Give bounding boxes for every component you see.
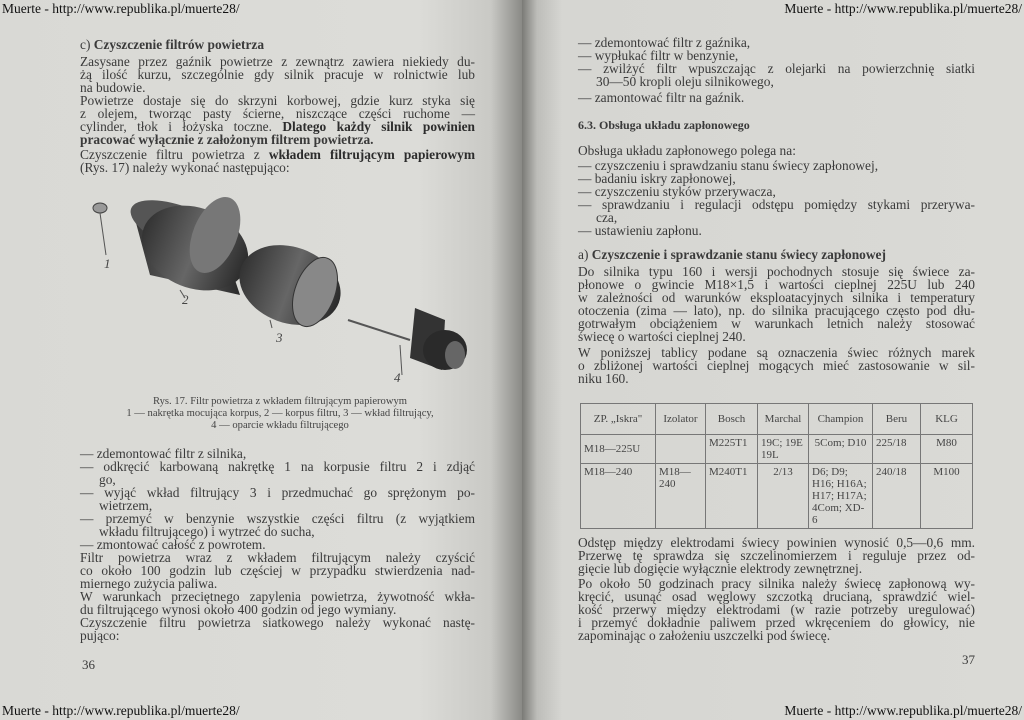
table-cell: M100 (921, 464, 973, 529)
list-item: — ustawieniu zapłonu. (578, 223, 702, 238)
heading-prefix: c) (80, 37, 91, 52)
list-item-cont: wkładu filtrującego) i wytrzeć do sucha, (99, 524, 315, 539)
list-item-cont: 30—50 kropli oleju silnikowego, (596, 74, 774, 89)
text-line: otoczenia (zima — lato), np. do silnika pracującego często pod dłu- (578, 303, 975, 318)
table-cell: 19C; 19E 19L (758, 435, 809, 464)
nut-part-1 (93, 203, 107, 255)
text-line: gięcie lub dogięcie wyłącznie elektrody zewnętrznej. (578, 561, 863, 576)
figure-label-2: 2 (182, 292, 189, 307)
text-line: Odstęp między elektrodami świecy powinien wynosić 0,5—0,6 mm. (578, 535, 975, 550)
text-line: Filtr powietrza wraz z wkładem filtrującym należy czyścić (80, 550, 475, 565)
text-line: zapominając o założeniu uszczelki pod świecę. (578, 628, 831, 643)
text-line: du filtrującego wynosi około 400 godzin od jego wymiany. (80, 602, 397, 617)
text-line: kość przerwy między elektrodami (w razie potrzeby uregulować) (578, 602, 975, 617)
table-cell: 240/18 (873, 464, 921, 529)
list-item: — zmontować całość z powrotem. (80, 537, 266, 552)
text-line: Po około 50 godzinach pracy silnika należy świecę zapłonową wy- (578, 576, 975, 591)
table-cell: M80 (921, 435, 973, 464)
table-header: Beru (873, 404, 921, 435)
watermark-top-right: Muerte - http://www.republika.pl/muerte28/ (784, 1, 1022, 16)
table-header: Marchal (758, 404, 809, 435)
text-line: pująco: (80, 628, 120, 643)
text-line: Powietrze dostaje się do skrzyni korbowej, gdzie kurz styka się (80, 93, 475, 108)
figure-caption-legend: 1 — nakrętka mocująca korpus, 2 — korpus filtru, 3 — wkład filtrujący, (126, 408, 434, 419)
text-line: Do silnika typu 160 i wersji pochodnych stosuje się świece za- (578, 264, 975, 279)
text-line: pracować wyłącznie z założonym filtrem powietrza. (80, 132, 374, 147)
table-cell (656, 435, 706, 464)
text-line: w zależności od warunków eksploatacyjnych silnika i temperatury (578, 290, 975, 305)
figure-caption-legend: 4 — oparcie wkładu filtrującego (211, 420, 349, 431)
text-line: W poniższej tablicy podane są oznaczenia świec różnych marek (578, 345, 975, 360)
text-line: kręcić, usunąć osad węglowy szczotką drucianą, sprawdzić wiel- (578, 589, 975, 604)
text-line: z olejem, tworząc pasty ścierne, niszczące części ruchome — (80, 106, 475, 121)
table-cell: 225/18 (873, 435, 921, 464)
section-heading (80, 38, 475, 51)
table-header-row (581, 404, 973, 435)
list-item-cont: wietrzem, (99, 498, 153, 513)
text-line: i przemyć dokładnie paliwem przed wkręceniem do głowicy, nie (578, 615, 975, 630)
heading-text: Czyszczenie filtrów powietrza (93, 37, 265, 52)
text-line: Czyszczenie filtru powietrza siatkowego należy wykonać nastę- (80, 615, 475, 630)
text-line: żą ilość kurzu, szczególnie gdy silnik pracuje w rolnictwie lub (80, 67, 475, 82)
list-item: — czyszczeniu styków przerywacza, (578, 184, 776, 199)
table-header: ZP. „Iskra" (581, 404, 656, 435)
table-cell: 2/13 (758, 464, 809, 529)
text-segment: cylinder, tłok i łożyska toczne. (80, 119, 272, 134)
text-line: Zasysane przez gaźnik powietrze z zewnątrz zawiera niekiedy du- (80, 54, 475, 69)
table-header: KLG (921, 404, 973, 435)
table-header: Bosch (706, 404, 758, 435)
table-cell: 5Com; D10 (809, 435, 873, 464)
bold-segment: Dlatego każdy silnik powinien (282, 119, 475, 134)
table-header: Champion (809, 404, 873, 435)
text-line: na budowie. (80, 80, 146, 95)
table-cell: M240T1 (706, 464, 758, 529)
heading-prefix: a) (578, 247, 589, 262)
table-header: Izolator (656, 404, 706, 435)
filter-body-part-2 (123, 188, 261, 306)
section-heading: 6.3. Obsługa układu zapłonowego (578, 118, 750, 132)
table-row (581, 435, 973, 464)
watermark-top-left: Muerte - http://www.republika.pl/muerte28/ (2, 1, 240, 16)
table-cell: M18—240 (656, 464, 706, 529)
list-item: — zwilżyć filtr wpuszczając z olejarki na powierzchnię siatki (578, 61, 975, 76)
text-segment: Czyszczenie filtru powietrza z (80, 147, 260, 162)
table-cell: M18—240 (581, 464, 656, 529)
list-item: — odkręcić karbowaną nakrętkę 1 na korpusie filtru 2 i zdjąć (80, 459, 475, 474)
page-number: 37 (962, 652, 975, 667)
table-cell: D6; D9; H16; H16A; H17; H17A; 4Com; XD-6 (809, 464, 873, 529)
list-item-cont: cza, (596, 210, 618, 225)
list-item: — badaniu iskry zapłonowej, (578, 171, 736, 186)
page-number: 36 (82, 657, 95, 672)
heading-text: Czyszczenie i sprawdzanie stanu świecy zapłonowej (591, 247, 886, 262)
text-line: świecę o wartości cieplnej 240. (578, 329, 746, 344)
table-cell: M18—225U (581, 435, 656, 464)
text-line: o zbliżonej wartości cieplnej mogących mieć zastosowanie w sil- (578, 358, 975, 373)
list-item-cont: go, (99, 472, 116, 487)
list-item: — zdemontować filtr z silnika, (80, 446, 247, 461)
list-item: — zamontować filtr na gaźnik. (578, 90, 745, 105)
list-item: — czyszczeniu i sprawdzaniu stanu świecy zapłonowej, (578, 158, 879, 173)
text-line: (Rys. 17) należy wykonać następująco: (80, 160, 290, 175)
text-line: W warunkach przeciętnego zapylenia powietrza, żywotność wkła- (80, 589, 475, 604)
text-line: płonowe o gwincie M18×1,5 i wartości cieplnej 225U lub 240 (578, 277, 975, 292)
insert-support-part-4 (348, 308, 467, 375)
table-row (581, 464, 973, 529)
figure-caption: Rys. 17. Filtr powietrza z wkładem filtrującym papierowym (152, 396, 408, 407)
watermark-bottom-left: Muerte - http://www.republika.pl/muerte28/ (2, 703, 240, 718)
air-filter-figure (80, 180, 480, 390)
table-cell: M225T1 (706, 435, 758, 464)
text-line: Obsługa układu zapłonowego polega na: (578, 143, 796, 158)
list-item: — wyjąć wkład filtrujący 3 i przedmuchać go sprężonym po- (80, 485, 475, 500)
figure-label-1: 1 (104, 256, 111, 271)
list-item: — zdemontować filtr z gaźnika, (578, 35, 751, 50)
text-line: Przerwę tę sprawdza się szczelinomierzem i reguluje przez od- (578, 548, 975, 563)
text-line: niku 160. (578, 371, 629, 386)
text-line: co około 100 godzin lub częściej w przypadku stwierdzenia nad- (80, 563, 475, 578)
watermark-bottom-right: Muerte - http://www.republika.pl/muerte28/ (784, 703, 1022, 718)
spark-plug-table (580, 403, 973, 529)
text-line: gotrwałym obciążeniem w warunkach letnich należy stosować (578, 316, 975, 331)
list-item: — przemyć w benzynie wszystkie części filtru (z wyjątkiem (80, 511, 475, 526)
list-item: — sprawdzaniu i regulacji odstępu pomiędzy stykami przerywa- (578, 197, 975, 212)
subsection-heading (578, 248, 975, 261)
text-line: miernego zużycia paliwa. (80, 576, 218, 591)
figure-label-3: 3 (276, 330, 283, 345)
figure-label-4: 4 (394, 370, 401, 385)
bold-segment: wkładem filtrującym papierowym (268, 147, 475, 162)
list-item: — wypłukać filtr w benzynie, (578, 48, 739, 63)
